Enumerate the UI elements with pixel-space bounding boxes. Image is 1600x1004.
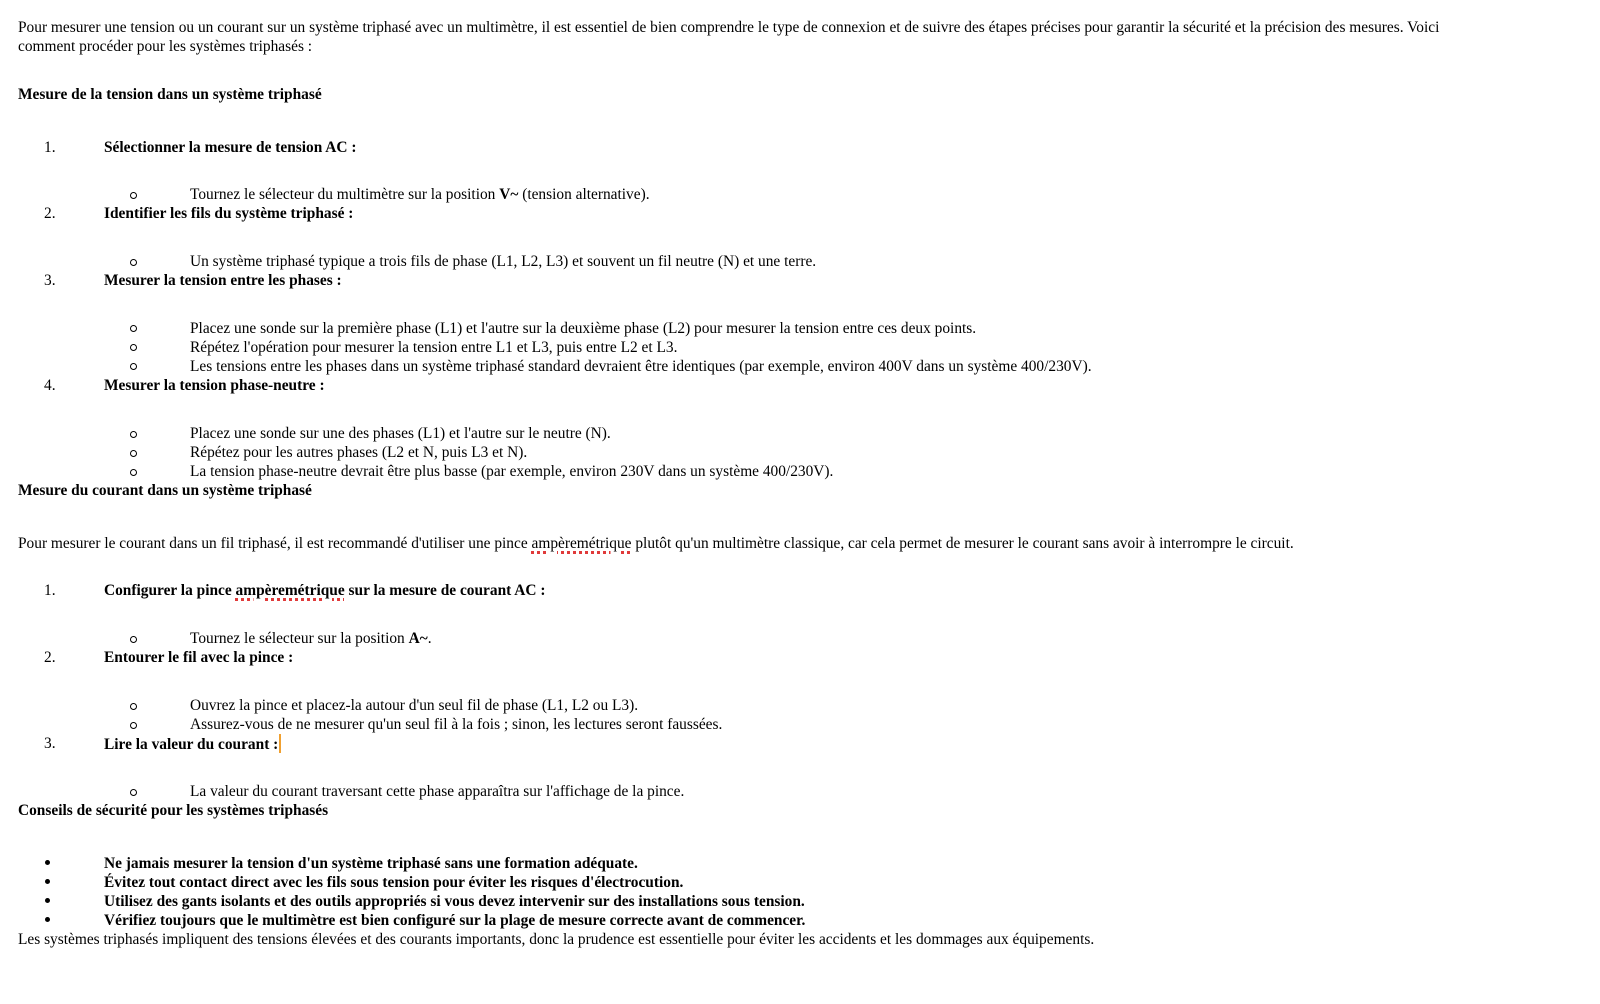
tension-step-4-number: 4.: [44, 377, 56, 394]
tension-step-3-number: 3.: [44, 272, 56, 289]
tension-heading: Mesure de la tension dans un système triphasé: [18, 86, 322, 103]
tension-step-4-bullet-3: La tension phase-neutre devrait être plus basse (par exemple, environ 230V dans un système 400/230V).: [190, 463, 834, 480]
tension-step-2-bullet: Un système triphasé typique a trois fils de phase (L1, L2, L3) et souvent un fil neutre (N) et une terre.: [190, 253, 817, 270]
tension-step-2-title: Identifier les fils du système triphasé :: [104, 205, 354, 222]
conclusion: Les systèmes triphasés impliquent des tensions élevées et des courants importants, donc la prudence est essentielle pour éviter les accidents et les dommages aux équipements.: [18, 931, 1095, 948]
circle-bullet-icon: [130, 703, 137, 710]
securite-bullet-2: Évitez tout contact direct avec les fils sous tension pour éviter les risques d'électrocution.: [104, 874, 684, 891]
tension-step-4-title: Mesurer la tension phase-neutre :: [104, 377, 325, 394]
circle-bullet-icon: [130, 636, 137, 643]
disc-bullet-icon: [45, 860, 50, 865]
tension-step-4-bullet-2: Répétez pour les autres phases (L2 et N, puis L3 et N).: [190, 444, 528, 461]
disc-bullet-icon: [45, 898, 50, 903]
voltage-ac-symbol: V~: [499, 186, 519, 203]
circle-bullet-icon: [130, 344, 137, 351]
tension-step-3-bullet-3: Les tensions entre les phases dans un système triphasé standard devraient être identiques (par exemple, environ 400V dans un système 400/230V).: [190, 358, 1092, 375]
courant-heading: Mesure du courant dans un système triphasé: [18, 482, 312, 499]
circle-bullet-icon: [130, 431, 137, 438]
tension-step-1-title: Sélectionner la mesure de tension AC :: [104, 139, 357, 156]
circle-bullet-icon: [130, 363, 137, 370]
spellcheck-word[interactable]: ampèremétrique: [235, 582, 345, 599]
tension-step-3-bullet-2: Répétez l'opération pour mesurer la tension entre L1 et L3, puis entre L2 et L3.: [190, 339, 678, 356]
courant-intro: Pour mesurer le courant dans un fil triphasé, il est recommandé d'utiliser une pince ampèremétrique plutôt qu'un multimètre classique, car cela permet de mesurer le courant sans avoir à interrompre le circuit.: [18, 535, 1294, 552]
tension-step-3-bullet-1: Placez une sonde sur la première phase (L1) et l'autre sur la deuxième phase (L2) pour mesurer la tension entre ces deux points.: [190, 320, 977, 337]
intro-line-1: Pour mesurer une tension ou un courant sur un système triphasé avec un multimètre, il est essentiel de bien comprendre le type de connexion et de suivre des étapes précises pour garantir la sécurité et la précision des mesures. Voici: [18, 19, 1440, 36]
intro-line-2: comment procéder pour les systèmes triphasés :: [18, 38, 313, 55]
tension-step-1-bullet: Tournez le sélecteur du multimètre sur la position V~ (tension alternative).: [190, 186, 650, 203]
disc-bullet-icon: [45, 879, 50, 884]
securite-bullet-3: Utilisez des gants isolants et des outils appropriés si vous devez intervenir sur des installations sous tension.: [104, 893, 805, 910]
securite-heading: Conseils de sécurité pour les systèmes triphasés: [18, 802, 329, 819]
courant-step-2-title: Entourer le fil avec la pince :: [104, 649, 294, 666]
circle-bullet-icon: [130, 722, 137, 729]
courant-step-3-bullet: La valeur du courant traversant cette phase apparaîtra sur l'affichage de la pince.: [190, 783, 685, 800]
courant-step-1-number: 1.: [44, 582, 56, 599]
current-ac-symbol: A~: [408, 630, 428, 647]
courant-step-1-title: Configurer la pince ampèremétrique sur la mesure de courant AC :: [104, 582, 546, 599]
circle-bullet-icon: [130, 469, 137, 476]
circle-bullet-icon: [130, 192, 137, 199]
circle-bullet-icon: [130, 325, 137, 332]
circle-bullet-icon: [130, 450, 137, 457]
courant-step-1-bullet: Tournez le sélecteur sur la position A~.: [190, 630, 432, 647]
tension-step-4-bullet-1: Placez une sonde sur une des phases (L1) et l'autre sur le neutre (N).: [190, 425, 611, 442]
courant-step-2-bullet-2: Assurez-vous de ne mesurer qu'un seul fil à la fois ; sinon, les lectures seront faussées.: [190, 716, 723, 733]
spellcheck-word[interactable]: ampèremétrique: [531, 535, 632, 552]
tension-step-2-number: 2.: [44, 205, 56, 222]
tension-step-1-number: 1.: [44, 139, 56, 156]
courant-step-3-number: 3.: [44, 735, 56, 752]
securite-bullet-1: Ne jamais mesurer la tension d'un système triphasé sans une formation adéquate.: [104, 855, 638, 872]
courant-step-3-title[interactable]: Lire la valeur du courant :: [104, 734, 281, 754]
disc-bullet-icon: [45, 917, 50, 922]
circle-bullet-icon: [130, 789, 137, 796]
tension-step-3-title: Mesurer la tension entre les phases :: [104, 272, 342, 289]
courant-step-2-number: 2.: [44, 649, 56, 666]
courant-step-2-bullet-1: Ouvrez la pince et placez-la autour d'un seul fil de phase (L1, L2 ou L3).: [190, 697, 639, 714]
circle-bullet-icon: [130, 259, 137, 266]
text-caret: [279, 734, 281, 753]
securite-bullet-4: Vérifiez toujours que le multimètre est bien configuré sur la plage de mesure correcte avant de commencer.: [104, 912, 806, 929]
